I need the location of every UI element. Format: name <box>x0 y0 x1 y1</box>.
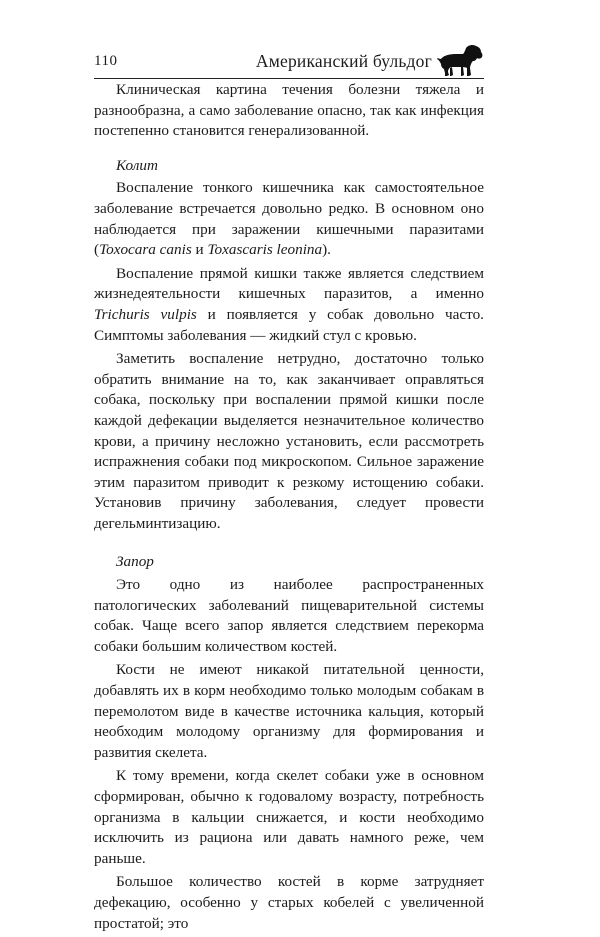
dog-silhouette-icon <box>436 44 484 78</box>
text-run: Воспаление тонкого кишечника как самостоятельное заболевание встречается довольно редко. В основном оно наблюдается при заражении кишечными паразитами ( <box>94 179 484 259</box>
page-body <box>94 80 484 937</box>
section-heading-constipation: Запор <box>116 553 154 571</box>
header-rule <box>94 78 484 79</box>
text-run: ). <box>322 241 331 259</box>
constipation-paragraph-2: Кости не имеют никакой питательной ценности, добавлять их в корм необходимо только молодым собакам в перемолотом виде в качестве источника кальция, который необходим молодому организму для формирования и развития скелета. <box>94 661 484 761</box>
running-title: Американский бульдог <box>255 51 432 71</box>
text-run: и появляется у собак довольно часто. Симптомы заболевания — жидкий стул с кровью. <box>94 305 484 344</box>
latin-term: Trichuris vulpis <box>94 305 197 323</box>
latin-term: Toxascaris leonina <box>207 241 323 259</box>
intro-paragraph: Клиническая картина течения болезни тяжела и разнообразна, а само заболевание опасно, так как инфекция постепенно становится генерализованной. <box>94 81 484 140</box>
text-run: и <box>191 241 208 259</box>
text-run: Воспаление прямой кишки также является следствием жизнедеятельности кишечных паразитов, а именно <box>94 264 484 303</box>
constipation-paragraph-1: Это одно из наиболее распространенных патологических заболеваний пищеварительной системы собак. Чаще всего запор является следствием перекорма собаки большим количеством костей. <box>94 576 484 655</box>
colitis-paragraph-1 <box>94 178 484 260</box>
colitis-paragraph-3: Заметить воспаление нетрудно, достаточно только обратить внимание на то, как заканчивает оправляться собака, поскольку при воспалении прямой кишки после каждой дефекации выделяется незначительное количество крови, а причину несложно установить, если рассмотреть испражнения собаки под микроскопом. Сильное заражение этим паразитом приводит к резкому истощению собаки. Установив причину заболевания, следует провести дегельминтизацию. <box>94 350 484 532</box>
colitis-paragraph-2 <box>94 264 484 346</box>
page-header <box>94 44 484 76</box>
constipation-paragraph-3: К тому времени, когда скелет собаки уже в основном сформирован, обычно к годовалому возрасту, потребность организма в кальции снижается, и кости необходимо исключить из рациона или давать намного реже, чем раньше. <box>94 767 484 867</box>
latin-term: Toxocara canis <box>99 241 192 259</box>
section-heading-colitis: Колит <box>116 156 158 174</box>
page-number: 110 <box>94 53 118 69</box>
constipation-paragraph-4: Большое количество костей в корме затрудняет дефекацию, особенно у старых кобелей с увеличенной простатой; это <box>94 873 484 932</box>
